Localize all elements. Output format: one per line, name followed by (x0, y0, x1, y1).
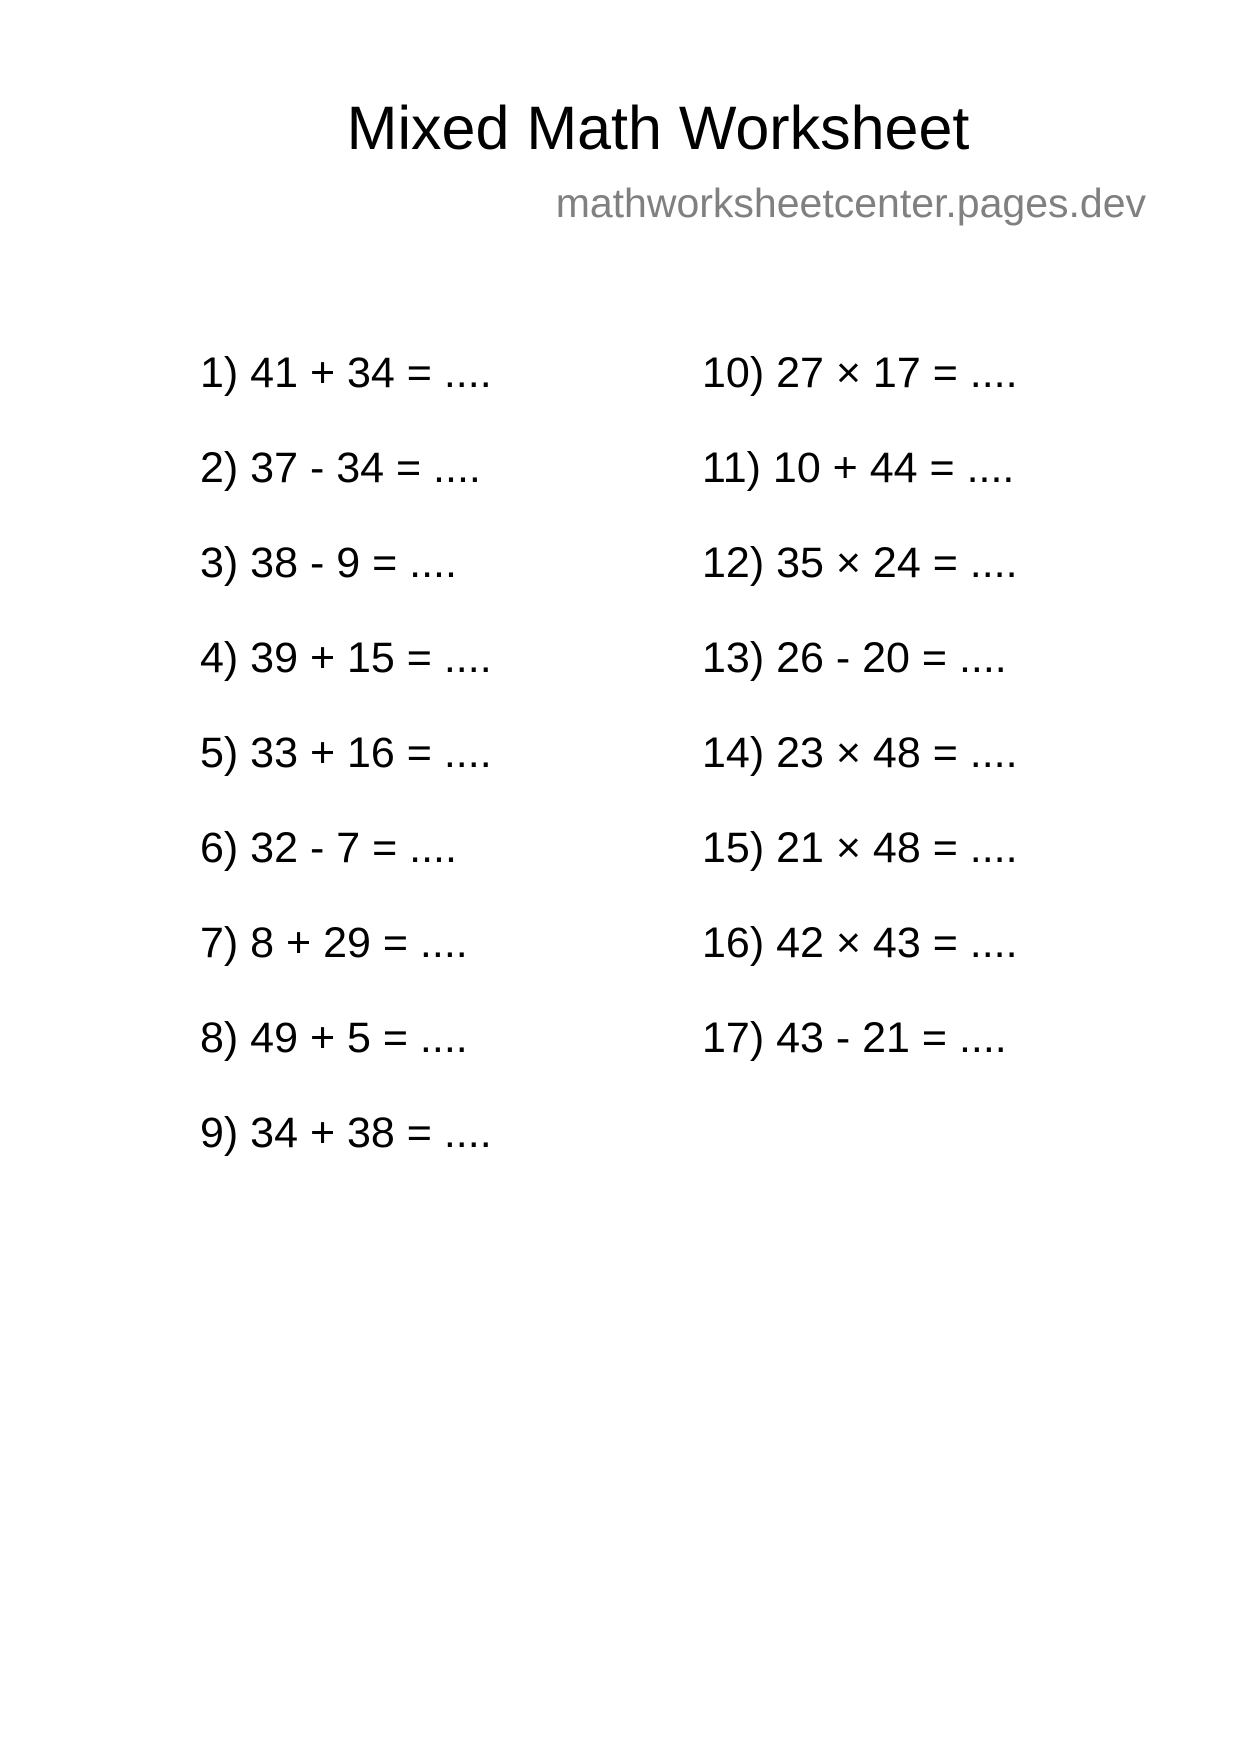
problem-item: 16) 42 × 43 = .... (702, 919, 1018, 967)
problem-item: 8) 49 + 5 = .... (200, 1014, 468, 1062)
problem-item: 2) 37 - 34 = .... (200, 444, 481, 492)
problem-item: 12) 35 × 24 = .... (702, 539, 1018, 587)
problem-item: 5) 33 + 16 = .... (200, 729, 492, 777)
problem-item: 11) 10 + 44 = .... (702, 444, 1015, 492)
problem-item: 7) 8 + 29 = .... (200, 919, 468, 967)
problem-item: 15) 21 × 48 = .... (702, 824, 1018, 872)
problem-item: 9) 34 + 38 = .... (200, 1109, 492, 1157)
problem-item: 6) 32 - 7 = .... (200, 824, 457, 872)
problem-item: 1) 41 + 34 = .... (200, 349, 492, 397)
problems-right-column (702, 349, 1018, 1112)
problems-left-column (200, 349, 492, 1207)
problem-item: 17) 43 - 21 = .... (702, 1014, 1007, 1062)
problem-item: 4) 39 + 15 = .... (200, 634, 492, 682)
problem-item: 13) 26 - 20 = .... (702, 634, 1007, 682)
source-url: mathworksheetcenter.pages.dev (555, 180, 1146, 226)
problem-item: 14) 23 × 48 = .... (702, 729, 1018, 777)
problem-item: 10) 27 × 17 = .... (702, 349, 1018, 397)
problem-item: 3) 38 - 9 = .... (200, 539, 457, 587)
worksheet-title: Mixed Math Worksheet (346, 94, 970, 162)
